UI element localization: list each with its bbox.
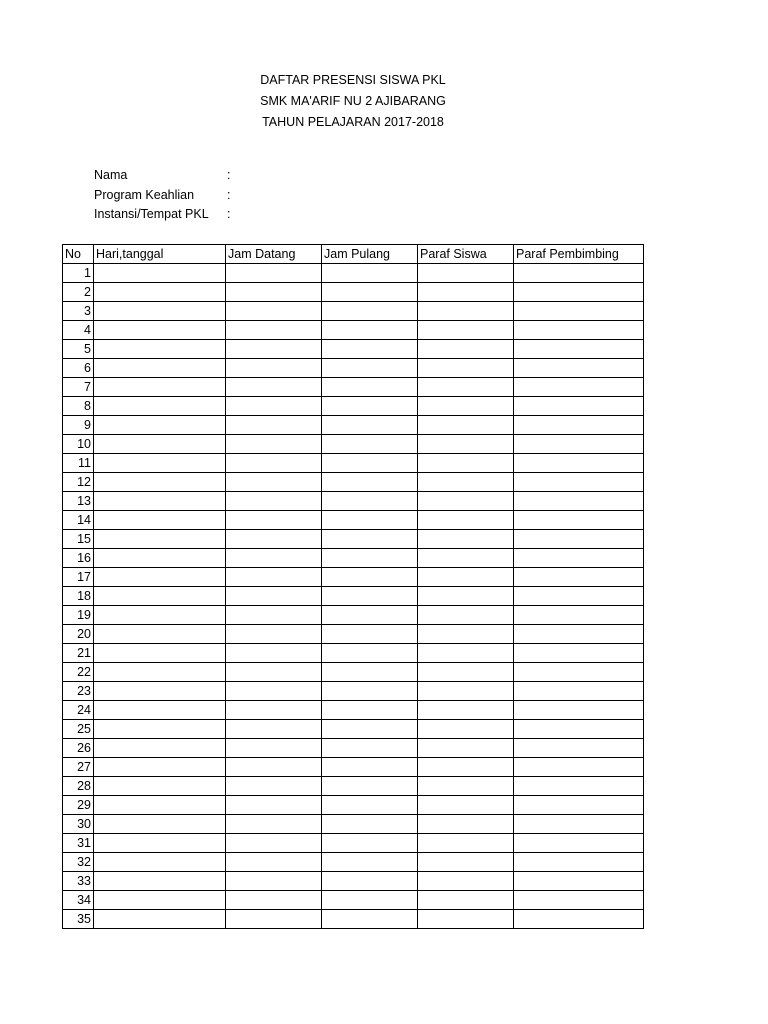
cell-hari-tanggal [94,397,226,416]
row-number: 10 [63,435,94,454]
cell-jam-pulang [322,682,418,701]
cell-jam-pulang [322,701,418,720]
row-number: 17 [63,568,94,587]
cell-paraf-pembimbing [514,625,644,644]
cell-jam-pulang [322,264,418,283]
cell-jam-pulang [322,853,418,872]
cell-jam-datang [226,701,322,720]
cell-jam-datang [226,644,322,663]
cell-paraf-siswa [418,492,514,511]
row-number: 27 [63,758,94,777]
cell-paraf-pembimbing [514,701,644,720]
cell-hari-tanggal [94,492,226,511]
table-row [63,701,644,720]
row-number: 13 [63,492,94,511]
row-number: 8 [63,397,94,416]
cell-paraf-pembimbing [514,758,644,777]
cell-jam-pulang [322,663,418,682]
cell-hari-tanggal [94,625,226,644]
row-number: 9 [63,416,94,435]
table-row [63,796,644,815]
cell-hari-tanggal [94,777,226,796]
cell-jam-pulang [322,834,418,853]
cell-paraf-pembimbing [514,340,644,359]
document-header [0,70,706,133]
row-number: 28 [63,777,94,796]
table-row [63,625,644,644]
column-header-paraf-siswa: Paraf Siswa [418,245,514,264]
table-row [63,340,644,359]
cell-hari-tanggal [94,511,226,530]
cell-jam-pulang [322,720,418,739]
row-number: 3 [63,302,94,321]
cell-paraf-pembimbing [514,359,644,378]
cell-paraf-pembimbing [514,378,644,397]
row-number: 21 [63,644,94,663]
table-row [63,834,644,853]
cell-jam-datang [226,682,322,701]
table-row [63,283,644,302]
cell-jam-pulang [322,435,418,454]
cell-paraf-siswa [418,663,514,682]
table-row [63,511,644,530]
document-title: DAFTAR PRESENSI SISWA PKL [260,73,446,87]
cell-paraf-pembimbing [514,739,644,758]
cell-paraf-siswa [418,720,514,739]
column-header-jam-datang: Jam Datang [226,245,322,264]
cell-paraf-siswa [418,397,514,416]
row-number: 7 [63,378,94,397]
table-row [63,530,644,549]
table-row [63,359,644,378]
cell-jam-datang [226,758,322,777]
cell-paraf-siswa [418,682,514,701]
cell-paraf-siswa [418,549,514,568]
cell-jam-pulang [322,340,418,359]
cell-hari-tanggal [94,853,226,872]
cell-hari-tanggal [94,644,226,663]
cell-paraf-pembimbing [514,910,644,929]
table-row [63,815,644,834]
cell-paraf-pembimbing [514,454,644,473]
cell-jam-datang [226,378,322,397]
cell-jam-pulang [322,454,418,473]
cell-hari-tanggal [94,435,226,454]
cell-paraf-siswa [418,264,514,283]
cell-jam-pulang [322,587,418,606]
row-number: 18 [63,587,94,606]
row-number: 15 [63,530,94,549]
cell-jam-pulang [322,511,418,530]
cell-jam-pulang [322,891,418,910]
row-number: 31 [63,834,94,853]
table-row [63,549,644,568]
cell-hari-tanggal [94,910,226,929]
row-number: 24 [63,701,94,720]
table-row [63,682,644,701]
cell-jam-datang [226,511,322,530]
cell-hari-tanggal [94,568,226,587]
cell-paraf-siswa [418,796,514,815]
table-row [63,739,644,758]
cell-paraf-pembimbing [514,530,644,549]
cell-paraf-siswa [418,853,514,872]
table-row [63,910,644,929]
table-row [63,872,644,891]
cell-hari-tanggal [94,606,226,625]
cell-hari-tanggal [94,720,226,739]
cell-paraf-pembimbing [514,473,644,492]
row-number: 16 [63,549,94,568]
attendance-table [62,244,644,929]
table-row [63,568,644,587]
row-number: 26 [63,739,94,758]
table-row [63,720,644,739]
info-label-program-keahlian: Program Keahlian [94,187,195,202]
row-number: 11 [63,454,94,473]
info-label-instansi: Instansi/Tempat PKL [94,207,209,221]
row-number: 2 [63,283,94,302]
cell-hari-tanggal [94,758,226,777]
table-body [63,264,644,929]
cell-paraf-pembimbing [514,853,644,872]
cell-jam-pulang [322,758,418,777]
cell-paraf-pembimbing [514,321,644,340]
cell-jam-pulang [322,625,418,644]
cell-jam-datang [226,834,322,853]
cell-paraf-pembimbing [514,302,644,321]
cell-hari-tanggal [94,815,226,834]
cell-jam-pulang [322,796,418,815]
cell-paraf-pembimbing [514,777,644,796]
cell-hari-tanggal [94,549,226,568]
cell-jam-datang [226,739,322,758]
cell-jam-pulang [322,777,418,796]
cell-jam-pulang [322,302,418,321]
cell-jam-datang [226,549,322,568]
cell-paraf-siswa [418,606,514,625]
cell-jam-pulang [322,283,418,302]
cell-jam-datang [226,663,322,682]
cell-paraf-pembimbing [514,511,644,530]
cell-hari-tanggal [94,587,226,606]
cell-jam-datang [226,492,322,511]
cell-paraf-siswa [418,758,514,777]
cell-paraf-pembimbing [514,492,644,511]
cell-jam-pulang [322,549,418,568]
table-row [63,378,644,397]
cell-hari-tanggal [94,473,226,492]
cell-hari-tanggal [94,321,226,340]
cell-hari-tanggal [94,682,226,701]
row-number: 6 [63,359,94,378]
cell-jam-datang [226,359,322,378]
cell-jam-pulang [322,872,418,891]
cell-paraf-siswa [418,739,514,758]
cell-paraf-siswa [418,473,514,492]
cell-paraf-pembimbing [514,796,644,815]
cell-jam-datang [226,473,322,492]
cell-hari-tanggal [94,739,226,758]
cell-jam-pulang [322,568,418,587]
cell-hari-tanggal [94,663,226,682]
cell-paraf-siswa [418,283,514,302]
table-row [63,663,644,682]
cell-paraf-siswa [418,530,514,549]
cell-jam-datang [226,625,322,644]
cell-paraf-siswa [418,891,514,910]
row-number: 4 [63,321,94,340]
cell-jam-datang [226,321,322,340]
cell-paraf-siswa [418,359,514,378]
cell-hari-tanggal [94,378,226,397]
cell-jam-datang [226,283,322,302]
cell-hari-tanggal [94,454,226,473]
cell-paraf-siswa [418,435,514,454]
cell-paraf-siswa [418,416,514,435]
cell-hari-tanggal [94,796,226,815]
cell-paraf-siswa [418,644,514,663]
cell-jam-datang [226,815,322,834]
cell-jam-datang [226,777,322,796]
school-name: SMK MA'ARIF NU 2 AJIBARANG [260,94,446,108]
cell-paraf-siswa [418,777,514,796]
table-row [63,758,644,777]
cell-paraf-pembimbing [514,416,644,435]
table-row [63,891,644,910]
table-row [63,473,644,492]
cell-hari-tanggal [94,359,226,378]
cell-jam-datang [226,454,322,473]
row-number: 14 [63,511,94,530]
row-number: 29 [63,796,94,815]
column-header-no: No [63,245,94,264]
cell-hari-tanggal [94,891,226,910]
cell-paraf-siswa [418,454,514,473]
table-row [63,644,644,663]
cell-paraf-pembimbing [514,283,644,302]
cell-jam-datang [226,530,322,549]
cell-paraf-siswa [418,302,514,321]
row-number: 34 [63,891,94,910]
cell-hari-tanggal [94,302,226,321]
cell-paraf-siswa [418,321,514,340]
cell-jam-pulang [322,815,418,834]
table-row [63,397,644,416]
cell-hari-tanggal [94,530,226,549]
cell-jam-pulang [322,397,418,416]
cell-jam-pulang [322,739,418,758]
info-colon: : [227,207,231,221]
cell-jam-datang [226,720,322,739]
cell-jam-datang [226,796,322,815]
table-header-row [63,245,644,264]
row-number: 1 [63,264,94,283]
cell-paraf-pembimbing [514,815,644,834]
cell-hari-tanggal [94,340,226,359]
column-header-hari-tanggal: Hari,tanggal [94,245,226,264]
table-row [63,302,644,321]
cell-paraf-pembimbing [514,663,644,682]
cell-hari-tanggal [94,872,226,891]
cell-jam-pulang [322,321,418,340]
table-row [63,492,644,511]
column-header-paraf-pembimbing: Paraf Pembimbing [514,245,644,264]
cell-jam-datang [226,416,322,435]
table-row [63,264,644,283]
cell-hari-tanggal [94,283,226,302]
cell-jam-pulang [322,416,418,435]
cell-jam-datang [226,872,322,891]
cell-paraf-pembimbing [514,587,644,606]
cell-jam-pulang [322,606,418,625]
info-label-nama: Nama [94,168,128,182]
cell-jam-pulang [322,359,418,378]
cell-paraf-siswa [418,568,514,587]
row-number: 30 [63,815,94,834]
info-colon: : [227,168,231,182]
cell-paraf-pembimbing [514,872,644,891]
cell-hari-tanggal [94,834,226,853]
table-row [63,853,644,872]
cell-jam-datang [226,587,322,606]
row-number: 33 [63,872,94,891]
cell-jam-pulang [322,644,418,663]
cell-paraf-siswa [418,378,514,397]
cell-paraf-pembimbing [514,568,644,587]
cell-paraf-siswa [418,511,514,530]
cell-jam-datang [226,606,322,625]
cell-jam-datang [226,910,322,929]
cell-paraf-siswa [418,910,514,929]
cell-paraf-pembimbing [514,549,644,568]
row-number: 23 [63,682,94,701]
column-header-jam-pulang: Jam Pulang [322,245,418,264]
cell-jam-datang [226,302,322,321]
row-number: 12 [63,473,94,492]
row-number: 32 [63,853,94,872]
cell-paraf-siswa [418,834,514,853]
cell-paraf-siswa [418,815,514,834]
cell-paraf-pembimbing [514,720,644,739]
cell-jam-pulang [322,492,418,511]
table-row [63,587,644,606]
cell-hari-tanggal [94,701,226,720]
cell-paraf-siswa [418,587,514,606]
cell-hari-tanggal [94,416,226,435]
cell-paraf-pembimbing [514,682,644,701]
row-number: 35 [63,910,94,929]
cell-jam-pulang [322,530,418,549]
cell-jam-datang [226,568,322,587]
cell-jam-datang [226,340,322,359]
cell-paraf-pembimbing [514,891,644,910]
row-number: 25 [63,720,94,739]
cell-paraf-pembimbing [514,397,644,416]
table-row [63,606,644,625]
table-row [63,321,644,340]
cell-paraf-pembimbing [514,606,644,625]
row-number: 5 [63,340,94,359]
cell-paraf-pembimbing [514,264,644,283]
cell-jam-datang [226,891,322,910]
cell-paraf-siswa [418,340,514,359]
cell-hari-tanggal [94,264,226,283]
cell-jam-datang [226,853,322,872]
row-number: 20 [63,625,94,644]
table-row [63,416,644,435]
cell-jam-pulang [322,910,418,929]
cell-paraf-pembimbing [514,834,644,853]
table-row [63,435,644,454]
cell-paraf-pembimbing [514,435,644,454]
cell-jam-pulang [322,473,418,492]
row-number: 19 [63,606,94,625]
cell-jam-pulang [322,378,418,397]
cell-paraf-siswa [418,701,514,720]
cell-paraf-siswa [418,872,514,891]
info-colon: : [227,187,231,202]
row-number: 22 [63,663,94,682]
table-row [63,777,644,796]
cell-jam-datang [226,397,322,416]
cell-paraf-siswa [418,625,514,644]
table-row [63,454,644,473]
cell-jam-datang [226,264,322,283]
cell-jam-datang [226,435,322,454]
academic-year: TAHUN PELAJARAN 2017-2018 [262,115,444,129]
cell-paraf-pembimbing [514,644,644,663]
